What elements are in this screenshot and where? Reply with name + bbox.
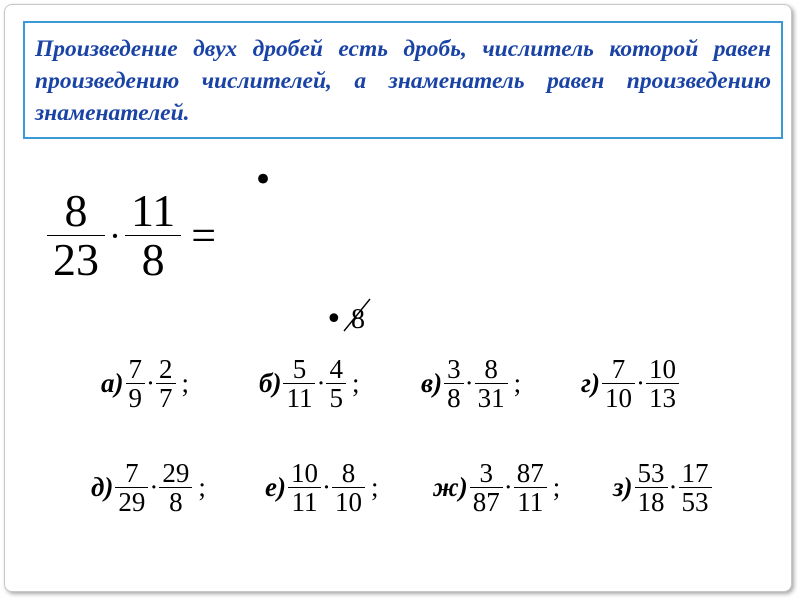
exercise-denominator: 11	[291, 487, 318, 518]
exercise-item	[101, 355, 189, 413]
multiply-sign: ·	[464, 368, 474, 399]
exercise-numerator: 53	[637, 458, 665, 488]
exercise-item	[265, 459, 379, 517]
exercise-numerator: 4	[329, 354, 343, 384]
bullet-top: •	[253, 160, 274, 200]
main-expression	[47, 187, 216, 285]
exercise-fraction	[475, 355, 508, 413]
strike-slash-icon	[338, 295, 378, 335]
exercise-numerator: 2	[159, 354, 173, 384]
exercise-item	[91, 459, 206, 517]
exercise-denominator: 11	[517, 487, 544, 518]
exercise-label: ж)	[433, 472, 468, 503]
exercise-fraction	[126, 355, 146, 413]
exercise-numerator: 3	[479, 458, 493, 488]
separator: ;	[552, 472, 561, 503]
fraction-1-denominator: 23	[53, 234, 99, 286]
exercise-item	[613, 459, 712, 517]
exercise-label: в)	[421, 368, 443, 399]
fraction-2	[125, 187, 181, 285]
exercise-fraction	[283, 355, 315, 413]
exercise-denominator: 5	[329, 383, 343, 414]
fraction-1-numerator: 8	[64, 185, 88, 236]
exercise-label: д)	[91, 472, 114, 503]
fraction-1	[47, 187, 105, 285]
multiply-sign: ·	[316, 368, 326, 399]
exercise-denominator: 8	[169, 487, 183, 518]
multiply-sign: ·	[146, 368, 155, 399]
exercise-fraction	[332, 459, 365, 517]
exercise-denominator: 18	[637, 487, 665, 518]
exercise-numerator: 8	[341, 458, 356, 488]
exercise-denominator: 10	[604, 383, 632, 414]
separator: ;	[181, 368, 190, 399]
struck-number: 8	[351, 304, 365, 335]
exercise-denominator: 13	[648, 383, 676, 414]
exercise-denominator: 10	[334, 487, 362, 518]
exercise-numerator: 10	[290, 458, 318, 488]
multiply-sign: ·	[321, 472, 331, 503]
exercise-item	[421, 355, 521, 413]
exercise-item	[433, 459, 560, 517]
fraction-2-numerator: 11	[131, 185, 176, 236]
exercise-denominator: 87	[472, 487, 500, 518]
exercise-numerator: 10	[648, 354, 676, 384]
separator: ;	[370, 472, 379, 503]
exercise-numerator: 87	[516, 458, 544, 488]
exercise-fraction	[159, 459, 192, 517]
exercise-denominator: 31	[477, 383, 505, 414]
exercise-numerator: 7	[125, 458, 139, 488]
exercise-fraction	[156, 355, 176, 413]
exercise-numerator: 5	[292, 354, 307, 384]
exercise-denominator: 53	[681, 487, 709, 518]
exercise-fraction	[514, 459, 547, 517]
multiply-sign: ·	[668, 472, 678, 503]
exercise-numerator: 7	[128, 354, 142, 384]
exercise-denominator: 11	[286, 383, 313, 414]
exercise-label: а)	[101, 368, 124, 399]
exercise-item	[259, 355, 359, 413]
separator: ;	[513, 368, 522, 399]
exercise-numerator: 3	[447, 354, 461, 384]
exercise-numerator: 17	[681, 458, 709, 488]
multiply-sign: ·	[149, 472, 159, 503]
rule-text: Произведение двух дробей есть дробь, числитель которой равен произведению числителей, а знаменатель равен произведению знаменателей.	[35, 36, 771, 126]
exercise-fraction	[470, 459, 503, 517]
exercise-denominator: 9	[128, 383, 142, 414]
fraction-2-denominator: 8	[141, 234, 165, 286]
multiply-sign: ·	[635, 368, 645, 399]
exercise-label: з)	[613, 472, 633, 503]
exercise-denominator: 29	[118, 487, 146, 518]
slide	[4, 4, 792, 592]
rule-box	[23, 21, 783, 139]
exercise-label: б)	[259, 368, 282, 399]
exercise-fraction	[679, 459, 712, 517]
exercise-fraction	[288, 459, 321, 517]
exercise-fraction	[444, 355, 464, 413]
exercise-item	[581, 355, 679, 413]
exercise-numerator: 29	[162, 458, 190, 488]
bullet-mid: •	[325, 302, 343, 337]
exercise-label: е)	[265, 472, 286, 503]
exercise-denominator: 7	[159, 383, 173, 414]
separator: ;	[351, 368, 360, 399]
exercise-fraction	[326, 355, 346, 413]
exercise-label: г)	[581, 368, 600, 399]
exercise-fraction	[646, 355, 679, 413]
exercise-fraction	[635, 459, 668, 517]
exercise-denominator: 8	[447, 383, 461, 414]
exercise-numerator: 8	[484, 354, 498, 384]
multiply-sign: ·	[503, 472, 513, 503]
exercise-fraction	[115, 459, 148, 517]
separator: ;	[198, 472, 206, 503]
multiply-sign: ·	[109, 215, 121, 256]
exercise-numerator: 7	[611, 354, 626, 384]
exercise-fraction	[602, 355, 635, 413]
equals-sign: =	[191, 211, 217, 261]
